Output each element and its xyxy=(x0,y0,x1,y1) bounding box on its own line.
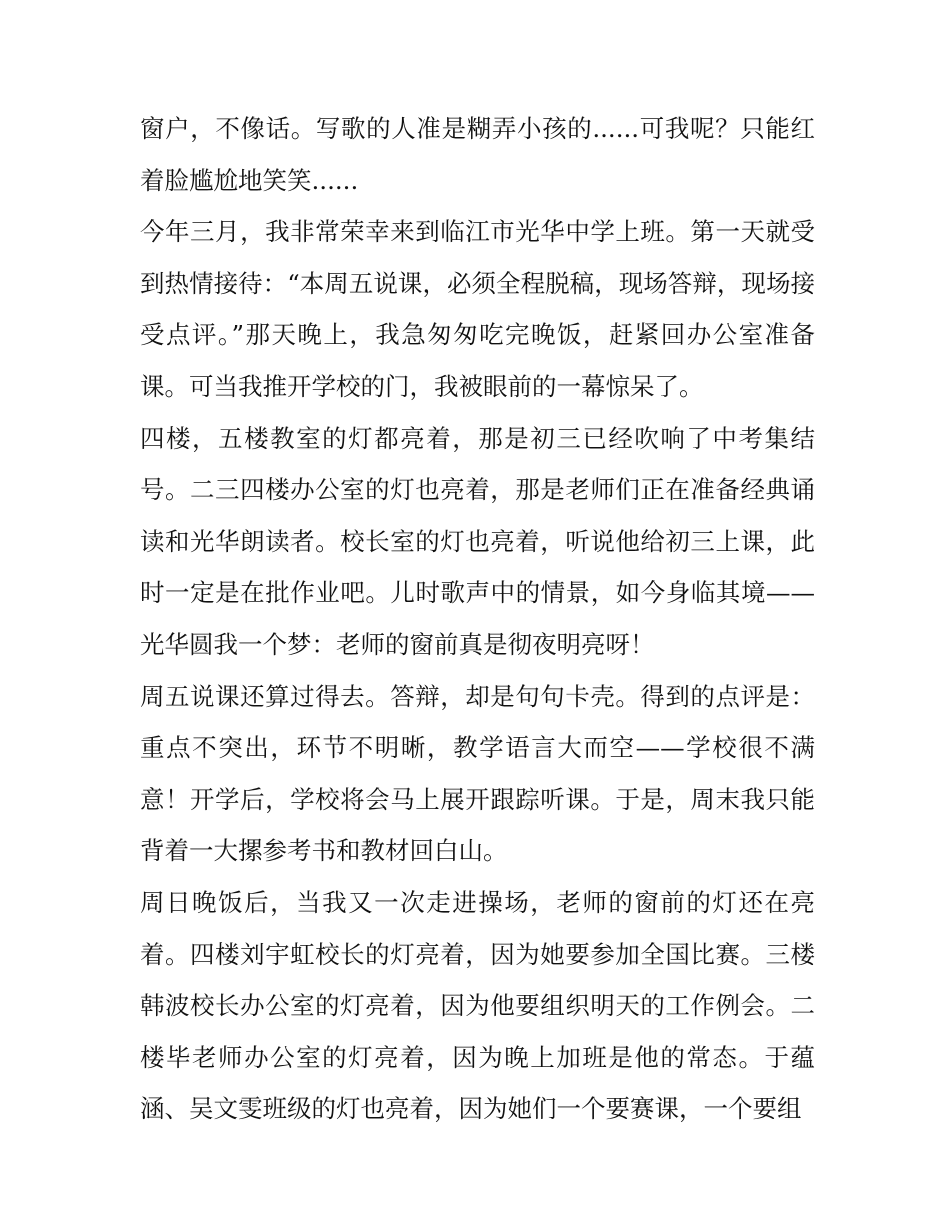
paragraph-2: 今年三月，我非常荣幸来到临江市光华中学上班。第一天就受到热情接待：“本周五说课，必须全程脱稿，现场答辩，现场接受点评。”那天晚上，我急匆匆吃完晚饭，赶紧回办公室准备课。可当我推开学校的门，我被眼前的一幕惊呆了。 xyxy=(140,217,815,401)
paragraph-4: 周五说课还算过得去。答辩，却是句句卡壳。得到的点评是：重点不突出，环节不明晰，教学语言大而空——学校很不满意！开学后，学校将会马上展开跟踪听课。于是，周末我只能背着一大摞参考书和教材回白山。 xyxy=(140,681,815,866)
paragraph-1: 窗户，不像话。写歌的人准是糊弄小孩的......可我呢？只能红着脸尴尬地笑笑...... xyxy=(140,114,815,195)
paragraph-3: 四楼，五楼教室的灯都亮着，那是初三已经吹响了中考集结号。二三四楼办公室的灯也亮着，那是老师们正在准备经典诵读和光华朗读者。校长室的灯也亮着，听说他给初三上课，此时一定是在批作业吧。儿时歌声中的情景，如今身临其境——光华圆我一个梦：老师的窗前真是彻夜明亮呀！ xyxy=(140,423,815,659)
document-body xyxy=(140,103,815,1135)
paragraph-5: 周日晚饭后，当我又一次走进操场，老师的窗前的灯还在亮着。四楼刘宇虹校长的灯亮着，因为她要参加全国比赛。三楼韩波校长办公室的灯亮着，因为他要组织明天的工作例会。二楼毕老师办公室的灯亮着，因为晚上加班是他的常态。于蕴涵、吴文雯班级的灯也亮着，因为她们一个要赛课，一个要组 xyxy=(140,887,815,1124)
